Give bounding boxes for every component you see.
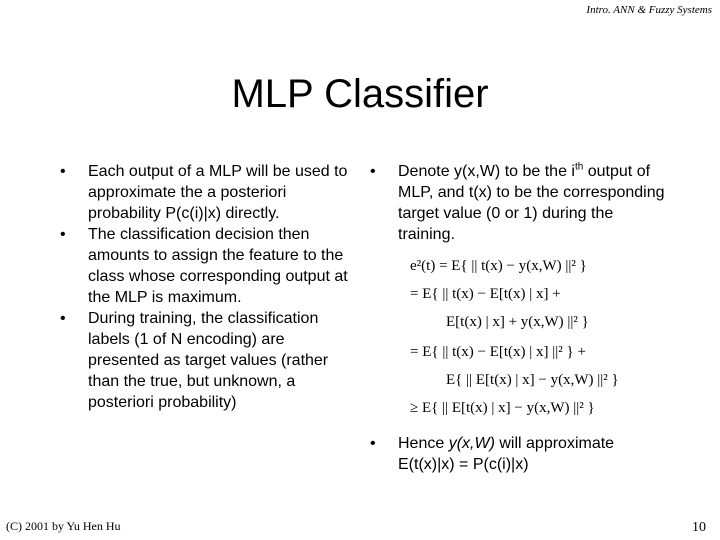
right-bullet-2-before: Hence: [398, 435, 449, 452]
bullet-symbol: •: [370, 435, 376, 452]
right-bullet-1-sup: th: [574, 161, 584, 173]
equation-line-5: E{ || E[t(x) | x] − y(x,W) ||² }: [446, 372, 619, 388]
error-equation: [406, 252, 646, 422]
equation-line-4: = E{ || t(x) − E[t(x) | x] ||² } +: [410, 344, 586, 360]
equation-line-6: ≥ E{ || E[t(x) | x] − y(x,W) ||² }: [410, 400, 595, 416]
course-header: Intro. ANN & Fuzzy Systems: [586, 4, 712, 16]
left-bullet-3: [58, 308, 358, 413]
equation-line-1: e²(t) = E{ || t(x) − y(x,W) ||² }: [410, 258, 587, 274]
bullet-symbol: •: [370, 163, 376, 180]
bullet-symbol: •: [60, 226, 66, 243]
right-bullet-2: [368, 433, 668, 475]
right-bullet-list: [368, 161, 668, 245]
left-bullet-2-text: The classification decision then amounts to assign the feature to the class whose corresponding output at the MLP is maximum.: [88, 226, 348, 306]
right-bullet-1-before: Denote y(x,W) to be the i: [398, 163, 575, 180]
left-bullet-3-text: During training, the classification labels (1 of N encoding) are presented as target values (rather than the true, but unknown, a posteriori probability): [88, 310, 329, 411]
left-bullet-1: [58, 161, 358, 224]
right-bullet-2-after: will approximate E(t(x)|x) = P(c(i)|x): [398, 435, 615, 473]
right-bullet-2-item: [368, 433, 668, 475]
right-bullet-1-after: output of MLP, and t(x) to be the corresponding target value (0 or 1) during the training.: [398, 163, 665, 243]
equation-svg: [406, 252, 646, 422]
right-bullet-1: [368, 161, 668, 245]
slide-title: MLP Classifier: [231, 72, 489, 116]
copyright-footer: (C) 2001 by Yu Hen Hu: [6, 519, 121, 533]
bullet-symbol: •: [60, 163, 66, 180]
left-bullet-1-text: Each output of a MLP will be used to approximate the a posteriori probability P(c(i)|x) directly.: [88, 163, 348, 222]
right-bullet-1-text: [398, 161, 666, 245]
left-bullet-2: [58, 224, 358, 308]
right-bullet-2-italic: y(x,W): [448, 435, 495, 452]
equation-line-2: = E{ || t(x) − E[t(x) | x] +: [410, 286, 561, 302]
page-number: 10: [692, 520, 706, 535]
left-bullet-list: [58, 161, 358, 413]
right-bullet-2-text: [398, 433, 666, 475]
equation-line-3: E[t(x) | x] + y(x,W) ||² }: [446, 314, 589, 330]
bullet-symbol: •: [60, 310, 66, 327]
